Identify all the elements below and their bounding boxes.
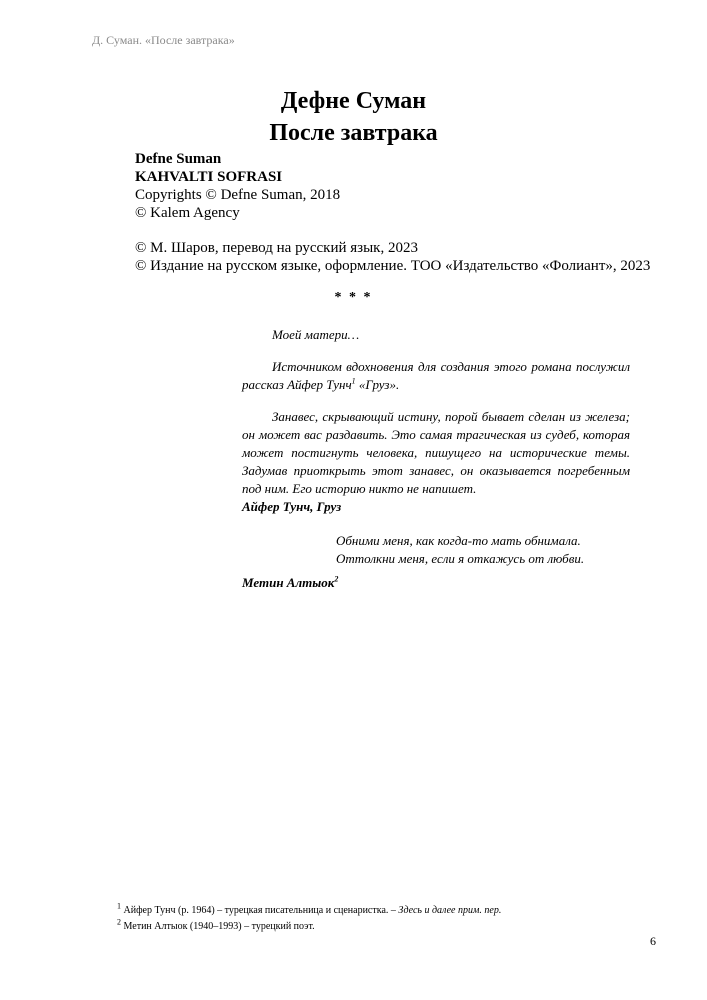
footnotes xyxy=(117,903,501,935)
original-title: KAHVALTI SOFRASI xyxy=(135,169,283,185)
page-number: 6 xyxy=(650,934,656,948)
copyright-line: © Kalem Agency xyxy=(135,205,240,221)
footnote-2 xyxy=(117,919,501,935)
section-separator: * * * xyxy=(334,290,373,305)
dedication xyxy=(242,326,630,344)
footnote-text: Метин Алтыок (1940–1993) – турецкий поэт. xyxy=(121,921,315,932)
epigraph-text: Занавес, скрывающий истину, порой бывает сделан из железа; он может вас раздавить. Это самая трагическая из судеб, которая может постигнуть человека, пишущего на исторические темы. Задумав приоткрыть этот занавес, он оказывается погребенным под ним. Его историю никто не напишет. xyxy=(242,409,630,496)
copyright-line: © М. Шаров, перевод на русский язык, 2023 xyxy=(135,240,418,256)
poem-author-name: Метин Алтыок xyxy=(242,575,335,590)
copyright-line: Copyrights © Defne Suman, 2018 xyxy=(135,187,341,203)
footnote-ref: 2 xyxy=(334,574,339,584)
translator-note: Здесь и далее прим. пер. xyxy=(398,905,502,916)
footnote-mark: 2 xyxy=(117,917,121,927)
book-title: После завтрака xyxy=(269,120,438,146)
poem-author xyxy=(242,575,338,591)
footnote-text: Айфер Тунч (р. 1964) – турецкая писательница и сценаристка. – xyxy=(121,905,399,916)
epigraph-author: Айфер Тунч, Груз xyxy=(242,499,342,514)
book-author-title: Дефне Суман xyxy=(280,88,427,114)
inspiration-note xyxy=(242,358,630,394)
poem-line: Оттолкни меня, если я откажусь от любви. xyxy=(336,551,585,566)
poem-epigraph xyxy=(336,532,584,568)
inspiration-text: Источником вдохновения для создания этого романа послужил рассказ Айфер Тунч xyxy=(242,359,630,392)
copyright-line: © Издание на русском языке, оформление. ТОО «Издательство «Фолиант», 2023 xyxy=(135,258,651,274)
footnote-mark: 1 xyxy=(117,901,121,911)
footnote-1 xyxy=(117,903,501,919)
epigraph-quote xyxy=(242,408,630,516)
poem-line: Обними меня, как когда-то мать обнимала. xyxy=(336,533,581,548)
inspiration-title: «Груз». xyxy=(355,377,400,392)
original-author: Defne Suman xyxy=(135,151,222,167)
running-head: Д. Суман. «После завтрака» xyxy=(92,33,235,47)
dedication-text: Моей матери… xyxy=(272,327,360,342)
copyright-block xyxy=(135,150,650,275)
footnote-ref: 1 xyxy=(351,376,356,386)
